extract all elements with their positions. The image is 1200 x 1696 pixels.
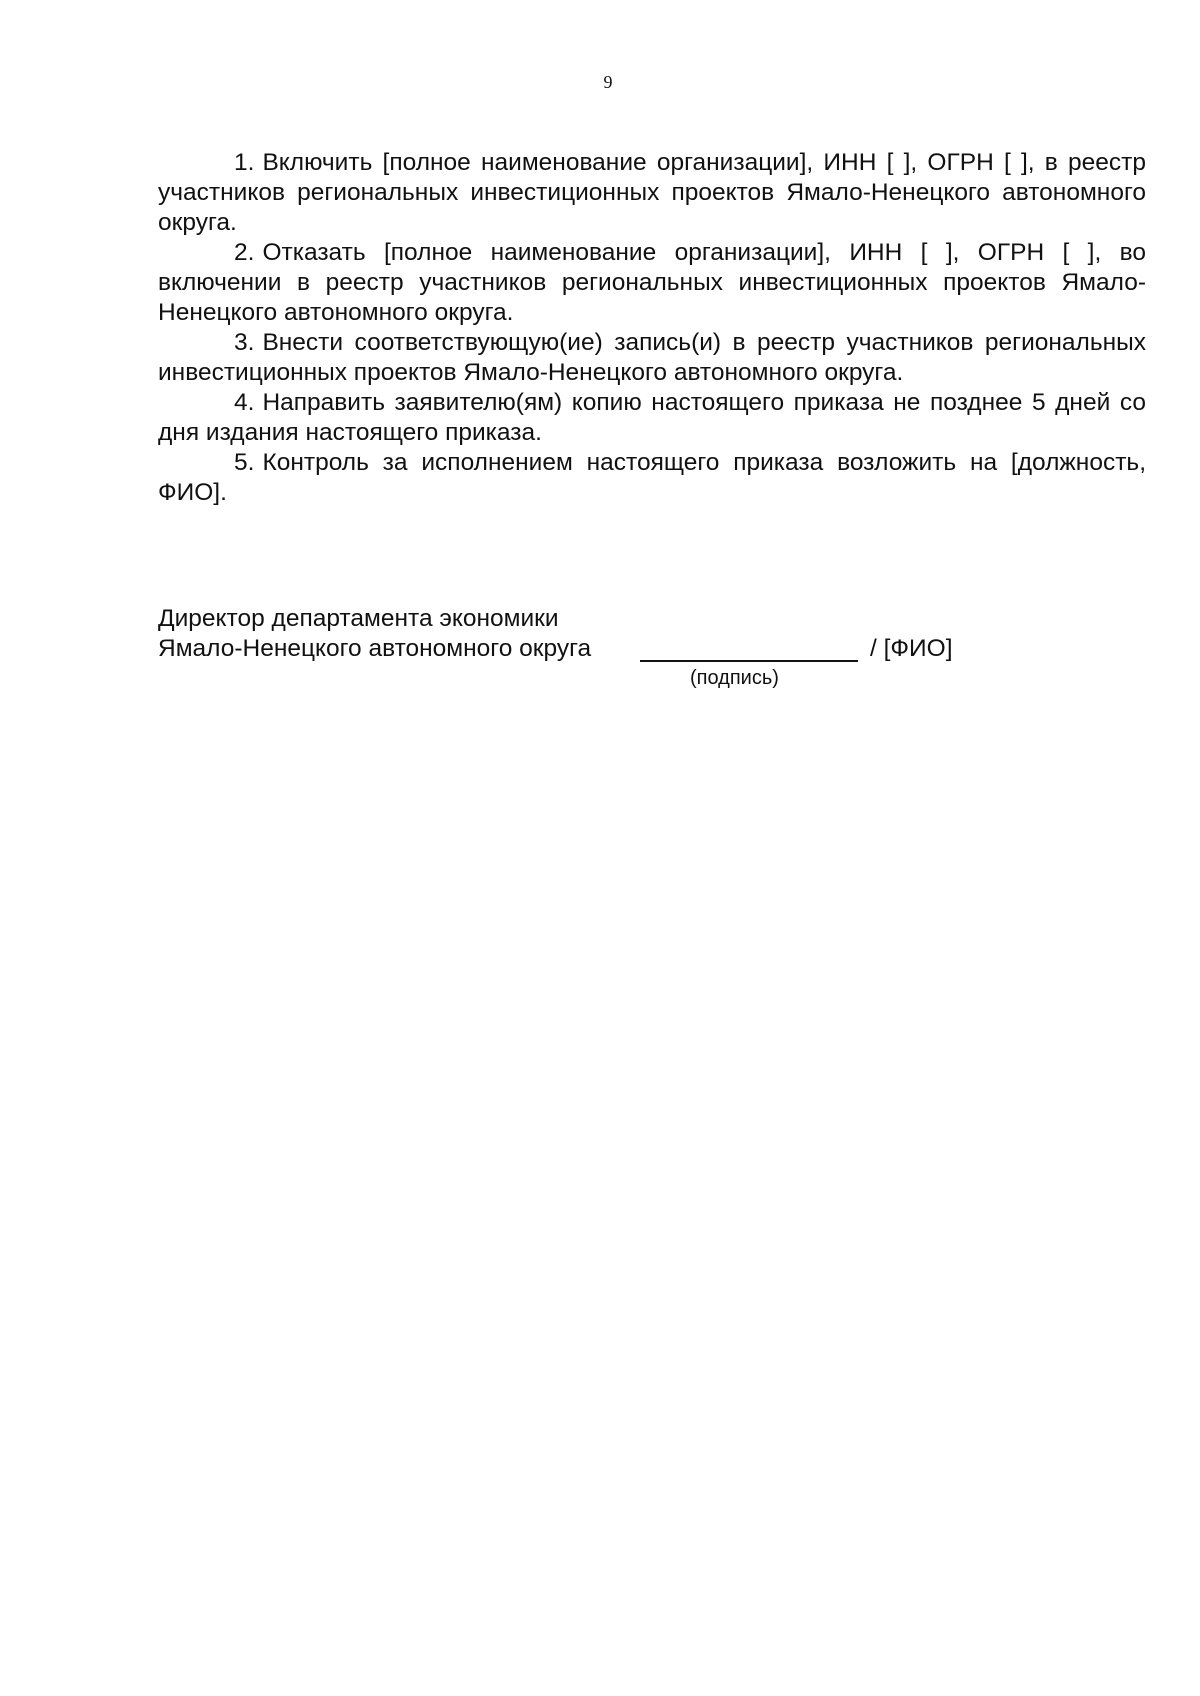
signature-blank-line bbox=[640, 660, 858, 662]
item-number: 4. bbox=[234, 389, 255, 416]
item-text: Отказать [полное наименование организации], ИНН [ ], ОГРН [ ], во включении в реестр участников региональных инвестиционных проектов Ямало-Ненецкого автономного округа. bbox=[158, 239, 1146, 326]
item-number: 2. bbox=[234, 239, 255, 266]
item-text: Направить заявителю(ям) копию настоящего приказа не позднее 5 дней со дня издания настоящего приказа. bbox=[158, 389, 1146, 446]
item-text: Внести соответствующую(ие) запись(и) в реестр участников региональных инвестиционных проектов Ямало-Ненецкого автономного округа. bbox=[158, 329, 1146, 386]
signatory-title-line-2: Ямало-Ненецкого автономного округа bbox=[158, 635, 592, 662]
signature-block bbox=[158, 604, 1146, 689]
order-item-2 bbox=[158, 238, 1146, 328]
item-text: Контроль за исполнением настоящего приказа возложить на [должность, ФИО]. bbox=[158, 449, 1146, 506]
order-item-5 bbox=[158, 448, 1146, 508]
page-number: 9 bbox=[603, 72, 613, 92]
item-number: 1. bbox=[234, 149, 255, 176]
order-item-4 bbox=[158, 388, 1146, 448]
item-text: Включить [полное наименование организации], ИНН [ ], ОГРН [ ], в реестр участников региональных инвестиционных проектов Ямало-Ненецкого автономного округа. bbox=[158, 149, 1146, 236]
signature-caption: (подпись) bbox=[690, 667, 779, 689]
signatory-name: / [ФИО] bbox=[870, 635, 953, 662]
order-item-1 bbox=[158, 148, 1146, 238]
signatory-title-line-1: Директор департамента экономики bbox=[158, 605, 559, 632]
item-number: 5. bbox=[234, 449, 255, 476]
item-number: 3. bbox=[234, 329, 255, 356]
signature-row bbox=[158, 634, 1146, 664]
order-item-3 bbox=[158, 328, 1146, 388]
order-body bbox=[158, 148, 1146, 508]
